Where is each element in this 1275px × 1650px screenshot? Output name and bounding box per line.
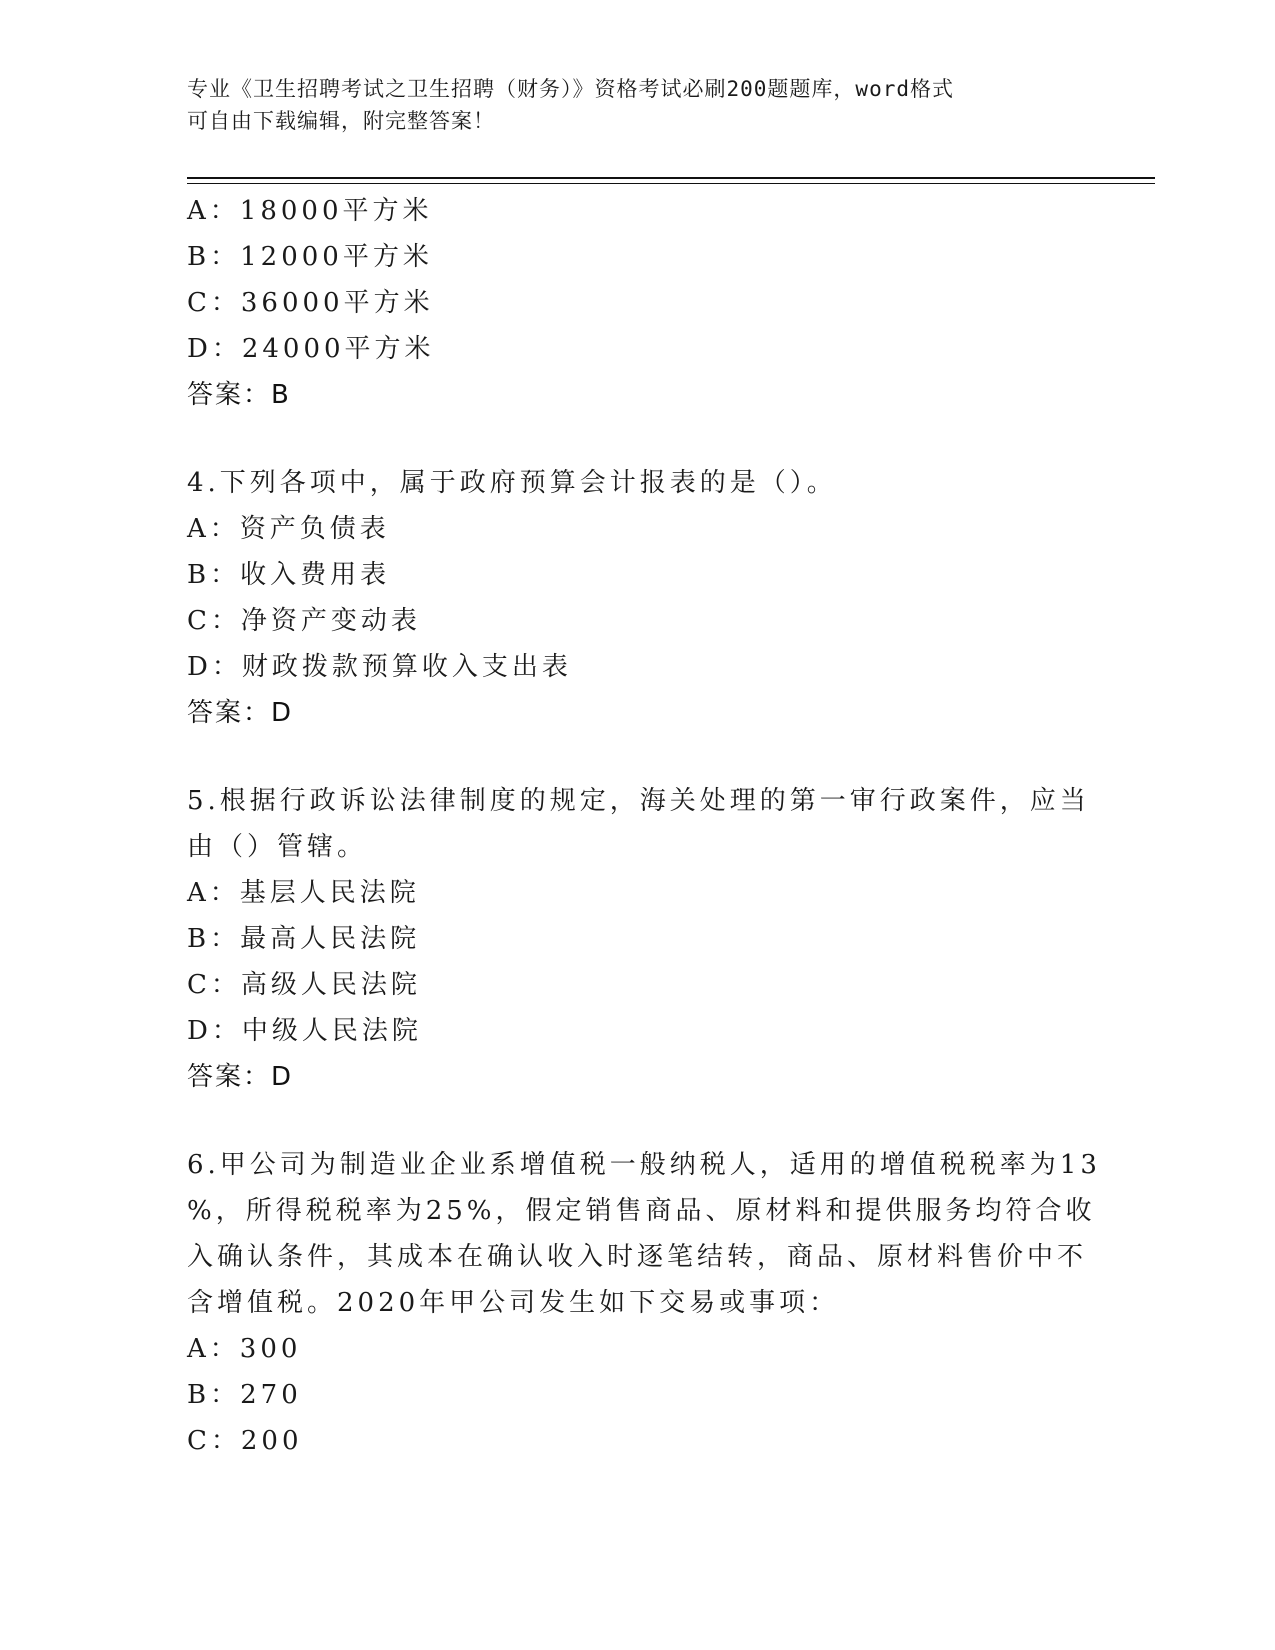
option-a: A：资产负债表	[187, 514, 390, 544]
option-c: C：200	[187, 1426, 303, 1456]
header-line-2: 可自由下载编辑，附完整答案！	[187, 109, 495, 133]
question-stem-line-2: 由（）管辖。	[187, 832, 368, 862]
question-stem-line-1: 5.根据行政诉讼法律制度的规定，海关处理的第一审行政案件，应当	[187, 786, 1090, 816]
question-4	[187, 460, 1067, 736]
answer-line: 答案：B	[187, 380, 291, 410]
option-d: D：财政拨款预算收入支出表	[187, 652, 572, 682]
option-c: C：36000平方米	[187, 288, 434, 318]
option-b: B：270	[187, 1380, 302, 1410]
option-b: B：收入费用表	[187, 560, 391, 590]
option-a: A：300	[187, 1334, 302, 1364]
option-b: B：最高人民法院	[187, 924, 421, 954]
option-a: A：18000平方米	[187, 196, 433, 226]
question-stem-line-2: %，所得税税率为25%，假定销售商品、原材料和提供服务均符合收	[187, 1196, 1096, 1226]
question-3	[187, 188, 1067, 418]
document-header	[187, 73, 1067, 137]
question-list	[187, 188, 1101, 1464]
header-divider-thin	[187, 183, 1155, 184]
question-stem-line-4: 含增值税。2020年甲公司发生如下交易或事项：	[187, 1288, 840, 1318]
option-d: D：24000平方米	[187, 334, 435, 364]
answer-line: 答案：D	[187, 698, 294, 728]
option-c: C：净资产变动表	[187, 606, 421, 636]
option-c: C：高级人民法院	[187, 970, 421, 1000]
answer-line: 答案：D	[187, 1062, 294, 1092]
option-d: D：中级人民法院	[187, 1016, 422, 1046]
option-a: A：基层人民法院	[187, 878, 420, 908]
question-stem-line-3: 入确认条件，其成本在确认收入时逐笔结转，商品、原材料售价中不	[187, 1242, 1088, 1272]
header-divider-thick	[187, 177, 1155, 179]
option-b: B：12000平方米	[187, 242, 433, 272]
question-6	[187, 1142, 1101, 1464]
question-5	[187, 778, 1090, 1100]
header-line-1: 专业《卫生招聘考试之卫生招聘（财务）》资格考试必刷200题题库，word格式	[187, 77, 954, 101]
question-stem-line-1: 6.甲公司为制造业企业系增值税一般纳税人，适用的增值税税率为13	[187, 1150, 1101, 1180]
question-stem: 4.下列各项中，属于政府预算会计报表的是（）。	[187, 468, 837, 498]
